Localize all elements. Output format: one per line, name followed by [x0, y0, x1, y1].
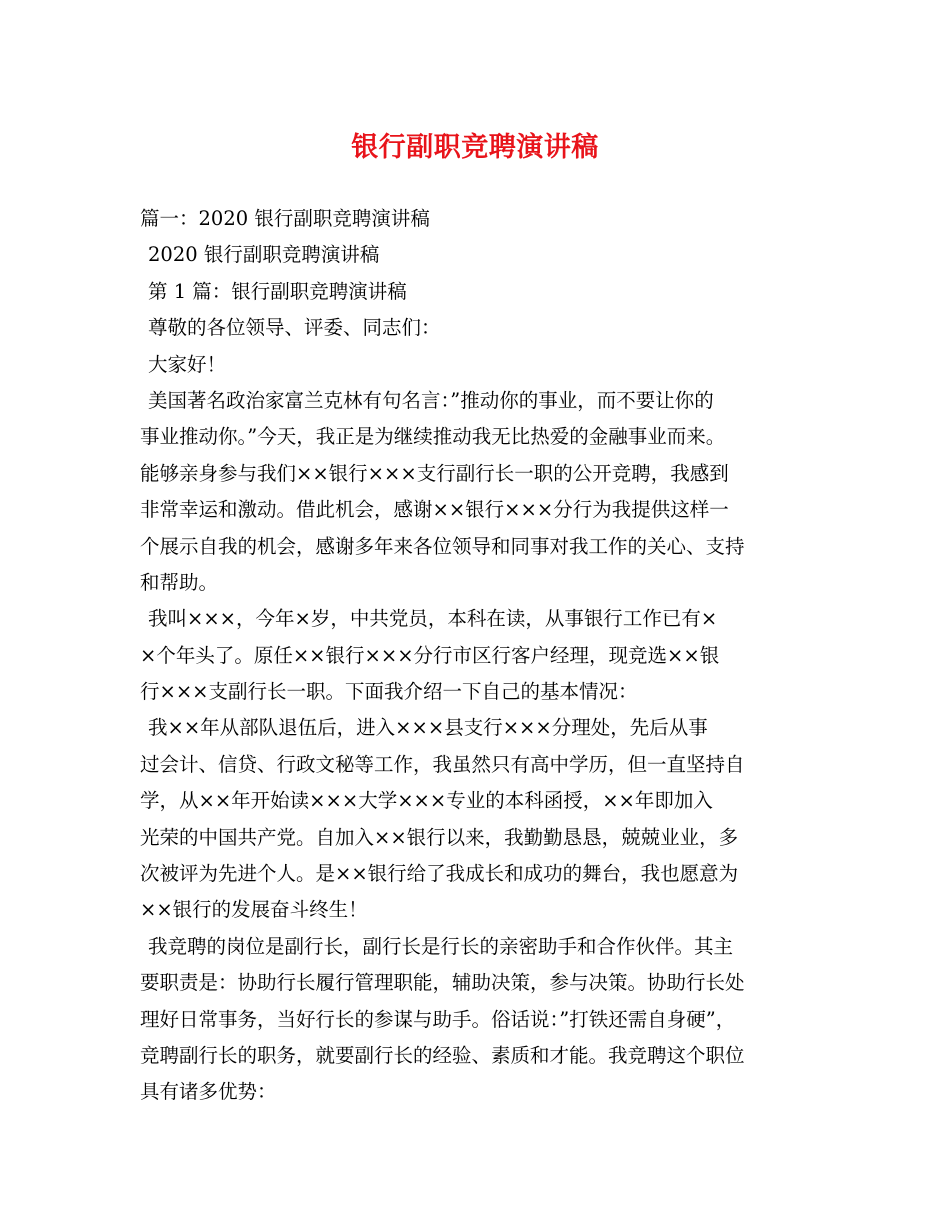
document-line: 光荣的中国共产党。自加入××银行以来，我勤勤恳恳，兢兢业业，多 — [140, 825, 739, 849]
document-line: 行×××支副行长一职。下面我介绍一下自己的基本情况： — [140, 680, 638, 704]
document-line: 美国著名政治家富兰克林有句名言：”推动你的事业，而不要让你的 — [148, 388, 714, 412]
document-line: 个展示自我的机会，感谢多年来各位领导和同事对我工作的关心、支持 — [140, 534, 745, 558]
document-title: 银行副职竞聘演讲稿 — [351, 132, 599, 163]
document-line: 大家好！ — [148, 352, 227, 376]
document-line: 具有诸多优势： — [140, 1080, 277, 1104]
document-line: 要职责是：协助行长履行管理职能，辅助决策，参与决策。协助行长处 — [140, 971, 745, 995]
document-line: 尊敬的各位领导、评委、同志们： — [148, 316, 441, 340]
document-line: ××银行的发展奋斗终生！ — [140, 898, 368, 922]
document-line: 非常幸运和激动。借此机会，感谢××银行×××分行为我提供这样一 — [140, 498, 729, 522]
document-line: 2020 银行副职竞聘演讲稿 — [148, 243, 380, 267]
document-line: 第 1 篇：银行副职竞聘演讲稿 — [148, 279, 407, 303]
document-line: 理好日常事务，当好行长的参谋与助手。俗话说：”打铁还需自身硬”， — [140, 1007, 736, 1031]
document-body — [140, 201, 820, 1111]
document-line: ×个年头了。原任××银行×××分行市区行客户经理，现竞选××银 — [140, 643, 720, 667]
document-line: 我××年从部队退伍后，进入×××县支行×××分理处，先后从事 — [148, 716, 708, 740]
document-line: 和帮助。 — [140, 570, 219, 594]
document-line: 过会计、信贷、行政文秘等工作，我虽然只有高中学历，但一直坚持自 — [140, 752, 745, 776]
document-line: 事业推动你。”今天，我正是为继续推动我无比热爱的金融事业而来。 — [140, 425, 726, 449]
document-line: 学，从××年开始读×××大学×××专业的本科函授，××年即加入 — [140, 789, 713, 813]
document-line: 我竞聘的岗位是副行长，副行长是行长的亲密助手和合作伙伴。其主 — [148, 934, 734, 958]
document-line: 次被评为先进个人。是××银行给了我成长和成功的舞台，我也愿意为 — [140, 862, 739, 886]
document-line: 竞聘副行长的职务，就要副行长的经验、素质和才能。我竞聘这个职位 — [140, 1043, 745, 1067]
document-line: 我叫×××，今年×岁，中共党员，本科在读，从事银行工作已有× — [148, 607, 718, 631]
document-line: 篇一：2020 银行副职竞聘演讲稿 — [140, 207, 430, 230]
document-line: 能够亲身参与我们××银行×××支行副行长一职的公开竞聘，我感到 — [140, 461, 729, 485]
